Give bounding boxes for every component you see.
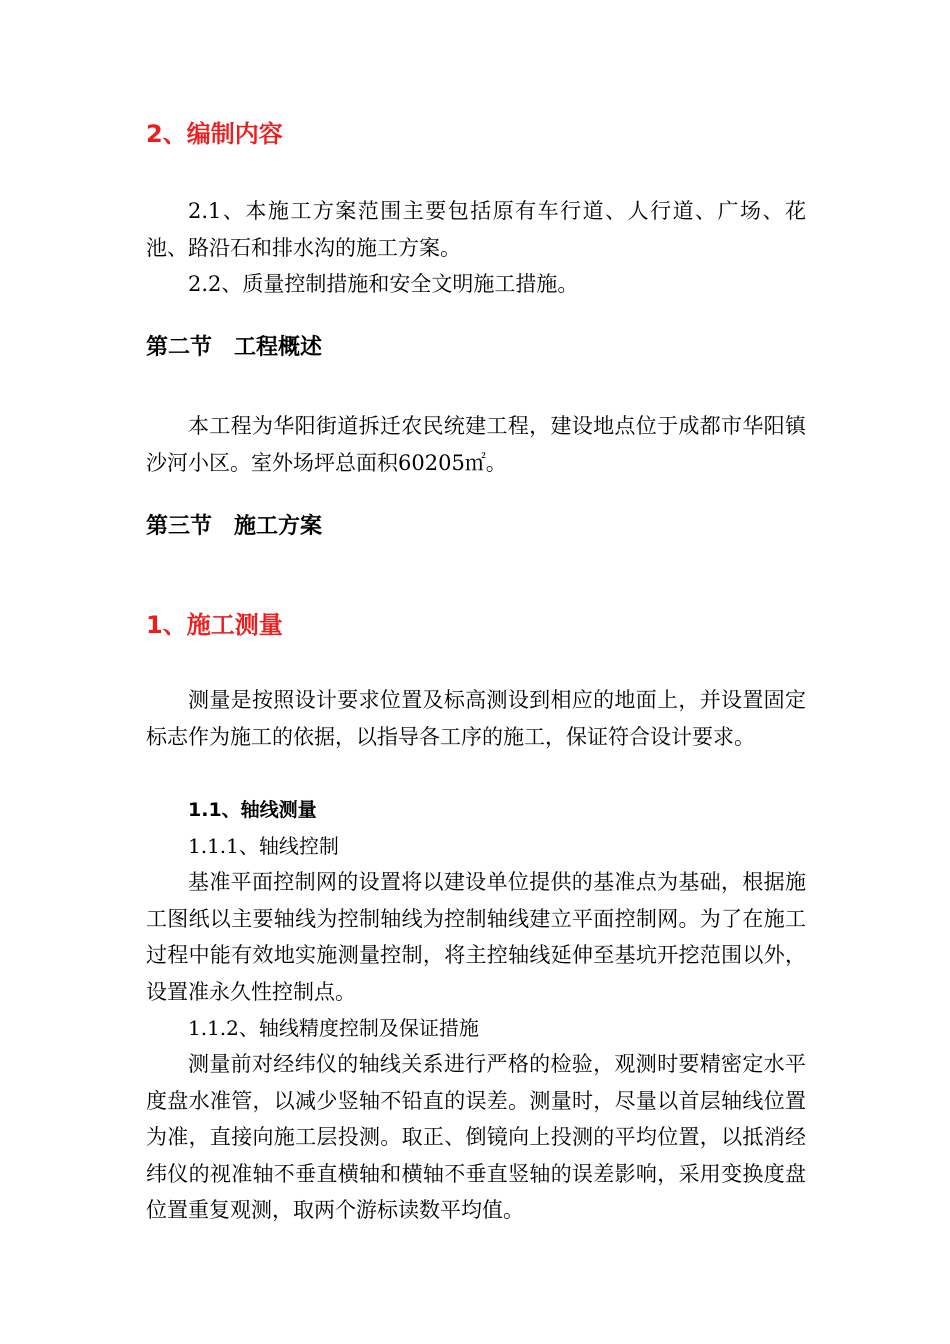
paragraph-celiang: 测量是按照设计要求位置及标高测设到相应的地面上，并设置固定标志作为施工的依据，以指导各工序的施工，保证符合设计要求。 (146, 688, 806, 749)
subheading-1-1-1: 1.1.1、轴线控制 (188, 834, 339, 858)
paragraph-2-2: 2.2、质量控制措施和安全文明施工措施。 (188, 272, 579, 296)
heading-celiang: 1、施工测量 (146, 611, 283, 639)
heading-bianzhi-neirong: 2、编制内容 (146, 120, 283, 148)
heading-section-3: 第三节 施工方案 (146, 514, 323, 539)
paragraph-1-1-2: 测量前对经纬仪的轴线关系进行严格的检验，观测时要精密定水平度盘水准管，以减少竖轴不铅直的误差。测量时，尽量以首层轴线位置为准，直接向施工层投测。取正、倒镜向上投测的平均位置，以抵消经纬仪的视准轴不垂直横轴和横轴不垂直竖轴的误差影响，采用变换度盘位置重复观测，取两个游标读数平均值。 (146, 1052, 806, 1223)
paragraph-2-1: 2.1、本施工方案范围主要包括原有车行道、人行道、广场、花池、路沿石和排水沟的施工方案。 (146, 199, 806, 260)
paragraph-overview: 本工程为华阳街道拆迁农民统建工程，建设地点位于成都市华阳镇沙河小区。室外场坪总面积60205㎡。 (146, 414, 806, 475)
subheading-1-1: 1.1、轴线测量 (188, 799, 317, 821)
subheading-1-1-2: 1.1.2、轴线精度控制及保证措施 (188, 1016, 479, 1040)
heading-section-2: 第二节 工程概述 (146, 335, 323, 360)
paragraph-1-1-1: 基准平面控制网的设置将以建设单位提供的基准点为基础，根据施工图纸以主要轴线为控制轴线为控制轴线建立平面控制网。为了在施工过程中能有效地实施测量控制，将主控轴线延伸至基坑开挖范围以外，设置准永久性控制点。 (146, 870, 806, 1004)
